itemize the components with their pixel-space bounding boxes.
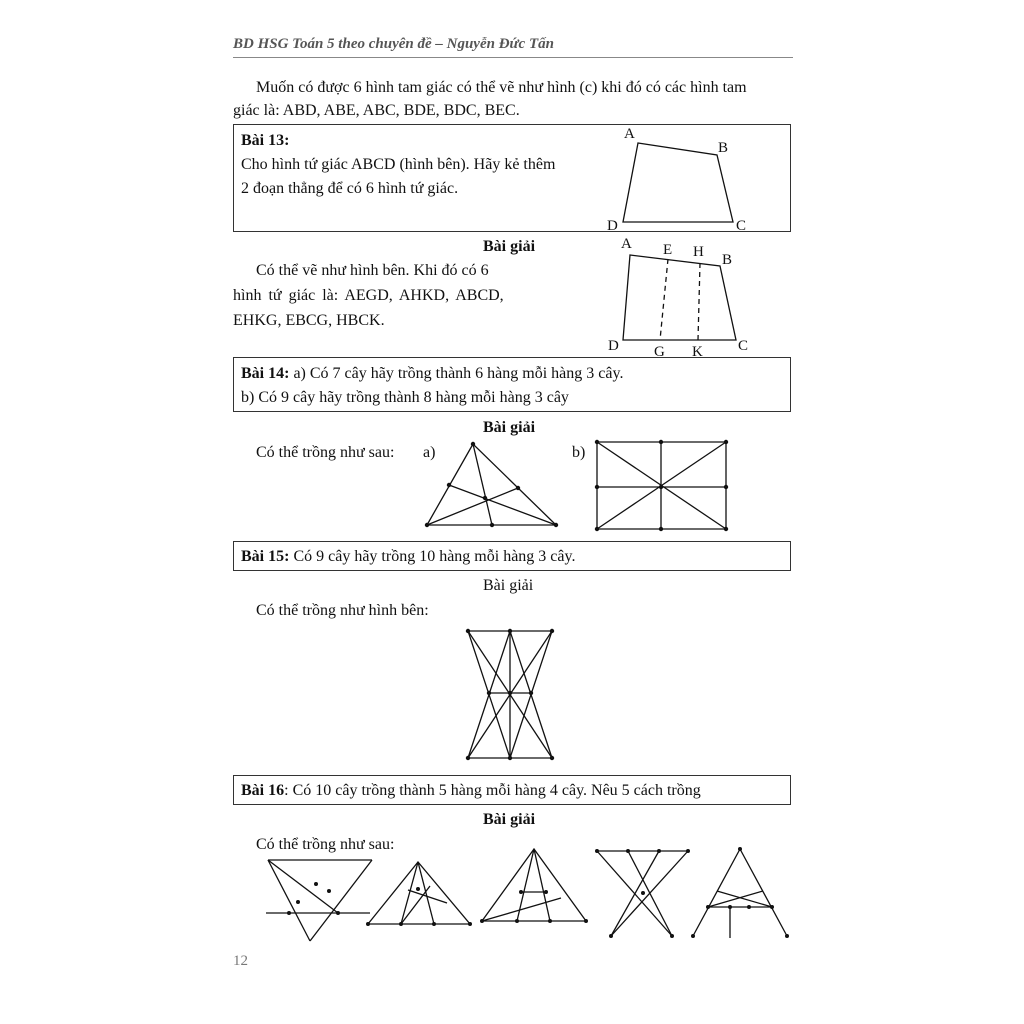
running-header: BD HSG Toán 5 theo chuyên đề – Nguyễn Đức Tấn bbox=[233, 36, 554, 52]
point-label-e: E bbox=[663, 242, 673, 258]
point-label-g: G bbox=[654, 344, 665, 360]
point-label-c: C bbox=[738, 338, 749, 354]
intro-line-1: Muốn có được 6 hình tam giác có thể vẽ như hình (c) khi đó có các hình tam bbox=[256, 79, 747, 96]
bai15-solution-text: Có thể trồng như hình bên: bbox=[256, 602, 429, 619]
bai13-solution-line-2: hình tứ giác là: AEGD, AHKD, ABCD, bbox=[233, 287, 504, 304]
tree-dot bbox=[747, 905, 751, 909]
bai16-text: : Có 10 cây trồng thành 5 hàng mỗi hàng 4 cây. Nêu 5 cách trồng bbox=[284, 782, 701, 799]
bai16-solution-heading: Bài giải bbox=[483, 811, 536, 828]
point-label-b: B bbox=[722, 252, 733, 268]
bai15-text: Có 9 cây hãy trồng 10 hàng mỗi hàng 3 cây. bbox=[293, 548, 576, 565]
tree-dot bbox=[728, 905, 732, 909]
side-line bbox=[740, 849, 787, 936]
bai15-title: Bài 15: bbox=[241, 548, 290, 565]
bai14-label-b: b) bbox=[572, 444, 586, 461]
tree-dot bbox=[738, 847, 742, 851]
point-label-h: H bbox=[693, 244, 704, 260]
side-line bbox=[693, 849, 740, 936]
bai13-line-1: Cho hình tứ giác ABCD (hình bên). Hãy kẻ thêm bbox=[241, 156, 556, 173]
point-label-c: C bbox=[736, 218, 747, 234]
bai13-title: Bài 13: bbox=[241, 132, 290, 149]
tree-dot bbox=[770, 905, 774, 909]
bai15-solution-heading: Bài giải bbox=[483, 577, 534, 594]
tree-dot bbox=[785, 934, 789, 938]
point-label-a: A bbox=[621, 236, 632, 252]
intro-line-2: giác là: ABD, ABE, ABC, BDE, BDC, BEC. bbox=[233, 102, 520, 119]
bai13-line-2: 2 đoạn thẳng để có 6 hình tứ giác. bbox=[241, 180, 459, 197]
bai13-solution-heading: Bài giải bbox=[483, 238, 536, 255]
bai14-solution-heading: Bài giải bbox=[483, 419, 536, 436]
point-label-d: D bbox=[608, 338, 619, 354]
bai16-solution-text: Có thể trồng như sau: bbox=[256, 836, 395, 853]
tree-dot bbox=[691, 934, 695, 938]
bai14-solution-text: Có thể trồng như sau: bbox=[256, 444, 395, 461]
bai14-line-2: b) Có 9 cây hãy trồng thành 8 hàng mỗi hàng 3 cây bbox=[241, 389, 569, 406]
point-label-b: B bbox=[718, 140, 729, 156]
bai13-solution-line-1: Có thể vẽ như hình bên. Khi đó có 6 bbox=[256, 262, 489, 279]
point-label-d: D bbox=[607, 218, 618, 234]
bai14-line-1-text: a) Có 7 cây hãy trồng thành 6 hàng mỗi hàng 3 cây. bbox=[293, 365, 624, 382]
bai16-title: Bài 16 bbox=[241, 782, 285, 799]
bai13-solution-line-3: EHKG, EBCG, HBCK. bbox=[233, 312, 385, 329]
tree-dot bbox=[706, 905, 710, 909]
point-label-a: A bbox=[624, 126, 635, 142]
point-label-k: K bbox=[692, 344, 703, 360]
page-number: 12 bbox=[233, 953, 248, 969]
bai14-title: Bài 14: bbox=[241, 365, 290, 382]
bai14-label-a: a) bbox=[423, 444, 436, 461]
